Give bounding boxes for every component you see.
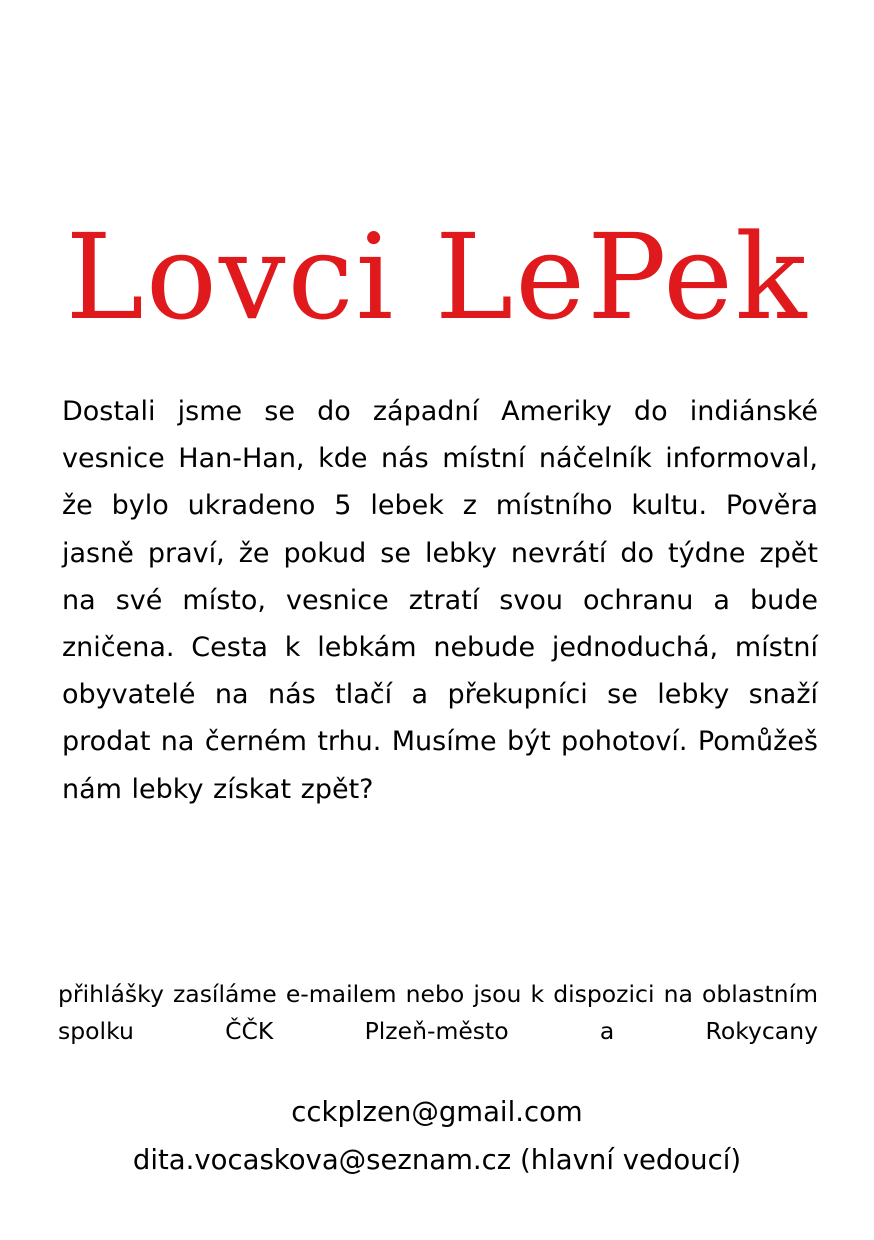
signup-note: přihlášky zasíláme e-mailem nebo jsou k dispozici na oblastním spolku ČČK Plzeň-město a Rokycany <box>58 980 818 1045</box>
flyer-title: Lovci LePek <box>65 208 809 347</box>
story-paragraph: Dostali jsme se do západní Ameriky do indiánské vesnice Han-Han, kde nás místní náčelník informoval, že bylo ukradeno 5 lebek z místního kultu. Pověra jasně praví, že pokud se lebky nevrátí do týdne zpět na své místo, vesnice ztratí svou ochranu a bude zničena. Cesta k lebkám nebude jednoduchá, místní obyvatelé na nás tlačí a překupníci se lebky snaží prodat na černém trhu. Musíme být pohotoví. Pomůžeš nám lebky získat zpět? <box>62 396 818 805</box>
contact-block <box>0 1088 874 1184</box>
email-primary: cckplzen@gmail.com <box>291 1096 583 1128</box>
email-leader: dita.vocaskova@seznam.cz (hlavní vedoucí) <box>132 1144 742 1176</box>
